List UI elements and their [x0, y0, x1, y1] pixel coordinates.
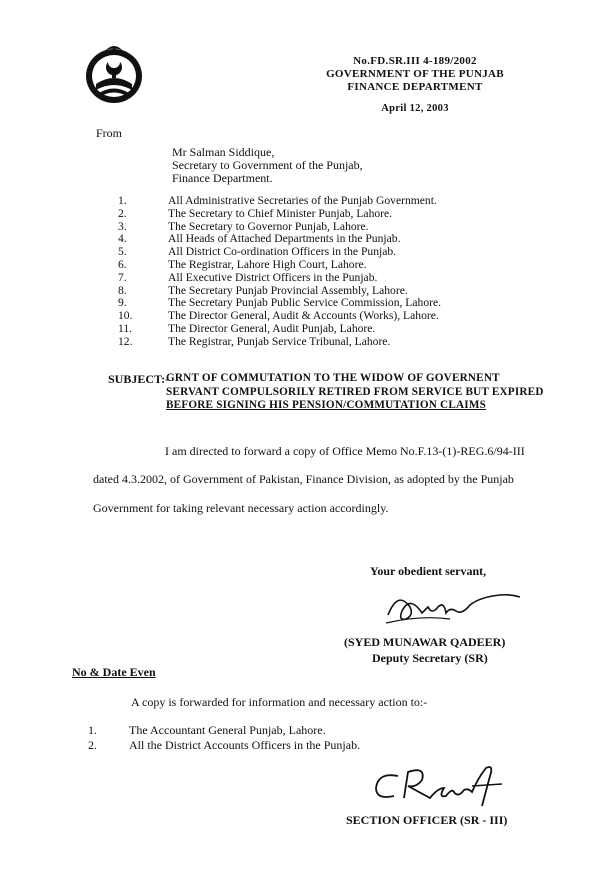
body-line: I am directed to forward a copy of Office Memo No.F.13-(1)-REG.6/94-III: [165, 444, 525, 458]
punjab-crest-logo: [82, 38, 146, 106]
list-number: 9.: [118, 296, 127, 310]
list-number: 10.: [118, 309, 133, 323]
subject-line: SERVANT COMPULSORILY RETIRED FROM SERVICE BUT EXPIRED: [166, 385, 544, 398]
list-number: 3.: [118, 219, 127, 233]
section-officer-label: SECTION OFFICER (SR - III): [346, 813, 508, 827]
endorsement-heading: No & Date Even: [72, 665, 156, 679]
list-number: 6.: [118, 257, 127, 271]
sender-title: Secretary to Government of the Punjab,: [172, 158, 363, 172]
from-label: From: [96, 126, 123, 140]
list-number: 5.: [118, 245, 127, 259]
closing-salutation: Your obedient servant,: [370, 564, 487, 578]
list-number: 1.: [88, 723, 97, 737]
list-number: 8.: [118, 283, 127, 297]
list-text: The Secretary to Chief Minister Punjab, Lahore.: [168, 206, 393, 220]
signature-rauf: [368, 758, 528, 808]
sender-department: Finance Department.: [172, 171, 273, 185]
body-line: dated 4.3.2002, of Government of Pakistan, Finance Division, as adopted by the Punjab: [93, 472, 514, 486]
list-text: All District Co-ordination Officers in the Punjab.: [168, 245, 397, 259]
list-text: The Secretary Punjab Provincial Assembly, Lahore.: [168, 283, 408, 297]
subject-label: SUBJECT:-: [108, 372, 170, 386]
list-number: 11.: [118, 321, 133, 335]
subject-text: [166, 372, 556, 413]
signatory-name: (SYED MUNAWAR QADEER): [344, 635, 506, 649]
list-text: The Accountant General Punjab, Lahore.: [129, 723, 326, 737]
list-number: 7.: [118, 270, 127, 284]
signature-qadeer: [380, 585, 525, 630]
list-text: The Director General, Audit & Accounts (Works), Lahore.: [168, 309, 439, 323]
list-number: 1.: [118, 194, 127, 207]
list-text: The Secretary Punjab Public Service Commission, Lahore.: [168, 296, 442, 310]
list-text: All Heads of Attached Departments in the Punjab.: [168, 232, 401, 246]
list-text: All Administrative Secretaries of the Punjab Government.: [168, 194, 437, 207]
subject-line: BEFORE SIGNING HIS PENSION/COMMUTATION CLAIMS: [166, 399, 487, 411]
letter-date: April 12, 2003: [381, 103, 449, 114]
subject-line: GRNT OF COMMUTATION TO THE WIDOW OF GOVERNENT: [166, 372, 500, 384]
list-number: 2.: [118, 206, 127, 220]
list-number: 2.: [88, 738, 97, 752]
list-text: All Executive District Officers in the Punjab.: [168, 270, 378, 284]
list-text: All the District Accounts Officers in the Punjab.: [129, 738, 361, 752]
reference-number: No.FD.SR.III 4-189/2002: [353, 55, 477, 67]
list-number: 4.: [118, 232, 127, 246]
list-text: The Director General, Audit Punjab, Lahore.: [168, 321, 376, 335]
list-text: The Registrar, Punjab Service Tribunal, Lahore.: [168, 334, 391, 348]
body-line: Government for taking relevant necessary action accordingly.: [93, 501, 389, 515]
signatory-designation: Deputy Secretary (SR): [372, 651, 488, 665]
government-heading: GOVERNMENT OF THE PUNJAB: [326, 68, 504, 80]
sender-name: Mr Salman Siddique,: [172, 145, 275, 159]
list-text: The Registrar, Lahore High Court, Lahore.: [168, 257, 367, 271]
list-text: The Secretary to Governor Punjab, Lahore.: [168, 219, 369, 233]
list-number: 12.: [118, 334, 133, 348]
department-heading: FINANCE DEPARTMENT: [347, 81, 483, 93]
endorsement-intro: A copy is forwarded for information and necessary action to:-: [131, 695, 428, 709]
